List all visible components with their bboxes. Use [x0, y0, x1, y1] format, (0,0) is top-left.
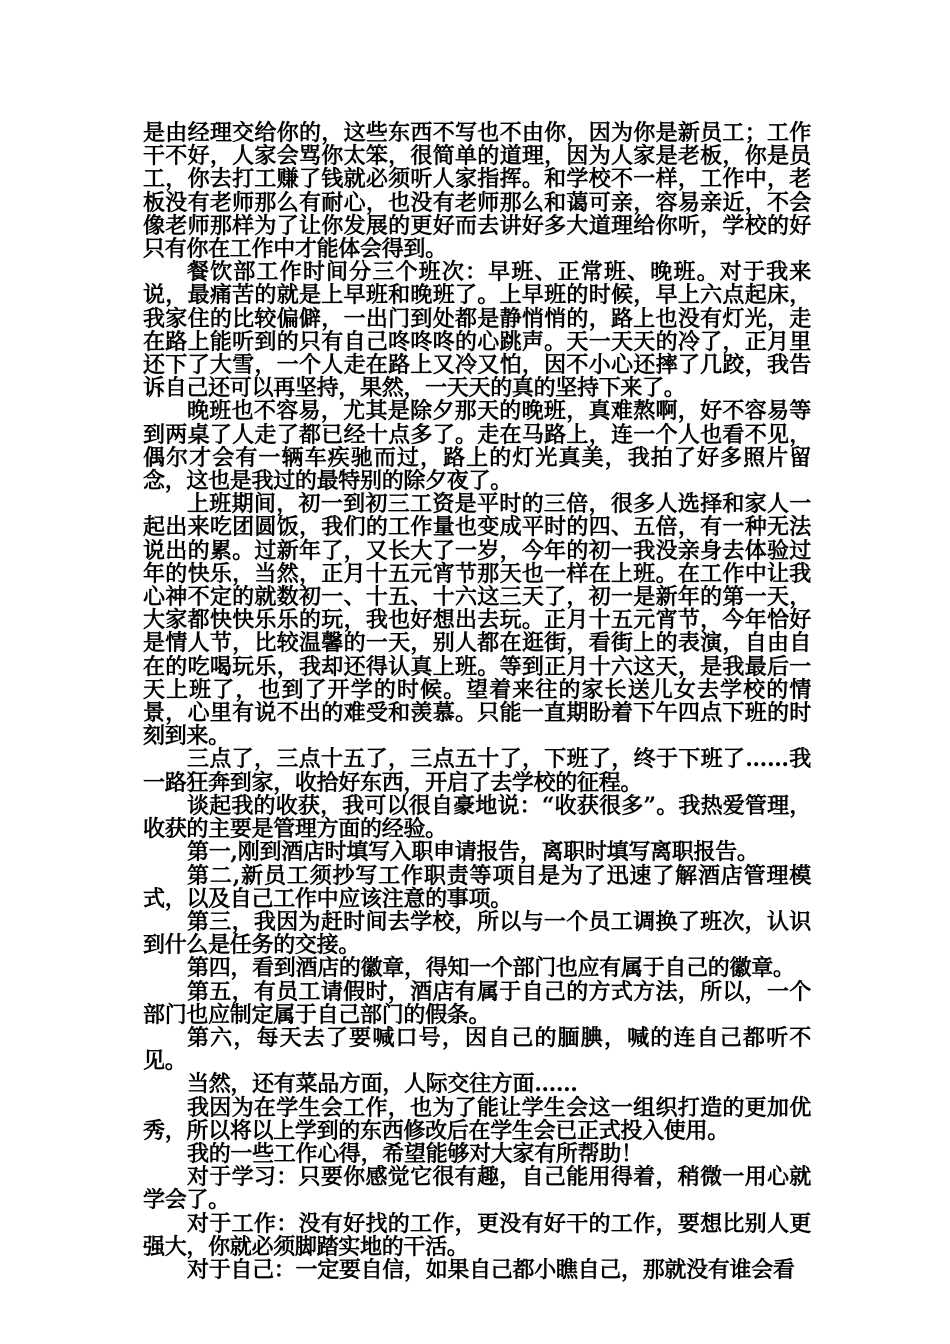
paragraph-10: 第四，看到酒店的徽章，得知一个部门也应有属于自己的徽章。	[187, 955, 795, 982]
paragraph-18: 对于自己：一定要自信，如果自己都小瞧自己，那就没有谁会看	[187, 1256, 795, 1283]
paragraph-6: 谈起我的收获，我可以很自豪地说：“收获很多”。我热爱管理，收获的主要是管理方面的经验。	[143, 792, 811, 843]
paragraph-5: 三点了，三点十五了，三点五十了，下班了，终于下班了……我一路狂奔到家，收拾好东西，开启了去学校的征程。	[143, 746, 811, 796]
paragraph-3: 晚班也不容易，尤其是除夕那天的晚班，真难熬啊，好不容易等到两桌了人走了都已经十点多了。走在马路上，连一个人也看不见，偶尔才会有一辆车疾驰而过，路上的灯光真美，我拍了好多照片留念，这也是我过的最特别的除夕夜了。	[143, 398, 811, 495]
paragraph-2: 餐饮部工作时间分三个班次：早班、正常班、晚班。对于我来说，最痛苦的就是上早班和晚班了。上早班的时候，早上六点起床，我家住的比较偏僻，一出门到处都是静悄悄的，路上也没有灯光，走在路上能听到的只有自己咚咚咚的心跳声。天一天天的冷了，正月里还下了大雪，一个人走在路上又冷又怕，因不小心还摔了几跤，我告诉自己还可以再坚持，果然，一天天的真的坚持下来了。	[143, 259, 811, 402]
paragraph-7: 第一,刚到酒店时填写入职申请报告，离职时填写离职报告。	[187, 839, 759, 866]
paragraph-9: 第三，我因为赶时间去学校，所以与一个员工调换了班次，认识到什么是任务的交接。	[143, 908, 811, 959]
paragraph-14: 我因为在学生会工作，也为了能让学生会这一组织打造的更加优秀，所以将以上学到的东西修改后在学生会已正式投入使用。	[143, 1094, 811, 1144]
paragraph-16: 对于学习：只要你感觉它很有趣，自己能用得着，稍微一用心就学会了。	[143, 1164, 811, 1214]
paragraph-17: 对于工作：没有好找的工作，更没有好干的工作，要想比别人更强大，你就必须脚踏实地的干活。	[143, 1210, 811, 1260]
paragraph-1: 是由经理交给你的，这些东西不写也不由你，因为你是新员工；工作干不好，人家会骂你太笨，很简单的道理，因为人家是老板，你是员工，你去打工赚了钱就必须听人家指挥。和学校不一样，工作中，老板没有老师那么有耐心，也没有老师那么和蔼可亲，容易亲近，不会像老师那样为了让你发展的更好而去讲好多大道理给你听，学校的好只有你在工作中才能体会得到。	[143, 120, 811, 263]
document-page	[143, 122, 811, 1282]
paragraph-15: 我的一些工作心得，希望能够对大家有所帮助！	[187, 1140, 643, 1167]
paragraph-13: 当然，还有菜品方面，人际交往方面……	[187, 1071, 578, 1098]
paragraph-11: 第五，有员工请假时，酒店有属于自己的方式方法，所以，一个部门也应制定属于自己部门的假条。	[143, 978, 811, 1028]
paragraph-4: 上班期间，初一到初三工资是平时的三倍，很多人选择和家人一起出来吃团圆饭，我们的工作量也变成平时的四、五倍，有一种无法说出的累。过新年了，又长大了一岁，今年的初一我没亲身去体验过年的快乐，当然，正月十五元宵节那天也一样在上班。在工作中让我心神不定的就数初一、十五、十六这三天了，初一是新年的第一天，大家都快快乐乐的玩，我也好想出去玩。正月十五元宵节，今年恰好是情人节，比较温馨的一天，别人都在逛街，看街上的表演，自由自在的吃喝玩乐，我却还得认真上班。等到正月十六这天，是我最后一天上班了，也到了开学的时候。望着来往的家长送儿女去学校的情景，心里有说不出的难受和羡慕。只能一直期盼着下午四点下班的时刻到来。	[143, 491, 811, 750]
paragraph-12: 第六，每天去了要喊口号，因自己的腼腆，喊的连自己都听不见。	[143, 1024, 811, 1075]
paragraph-8: 第二,新员工须抄写工作职责等项目是为了迅速了解酒店管理模式，以及自己工作中应该注意的事项。	[143, 862, 811, 912]
